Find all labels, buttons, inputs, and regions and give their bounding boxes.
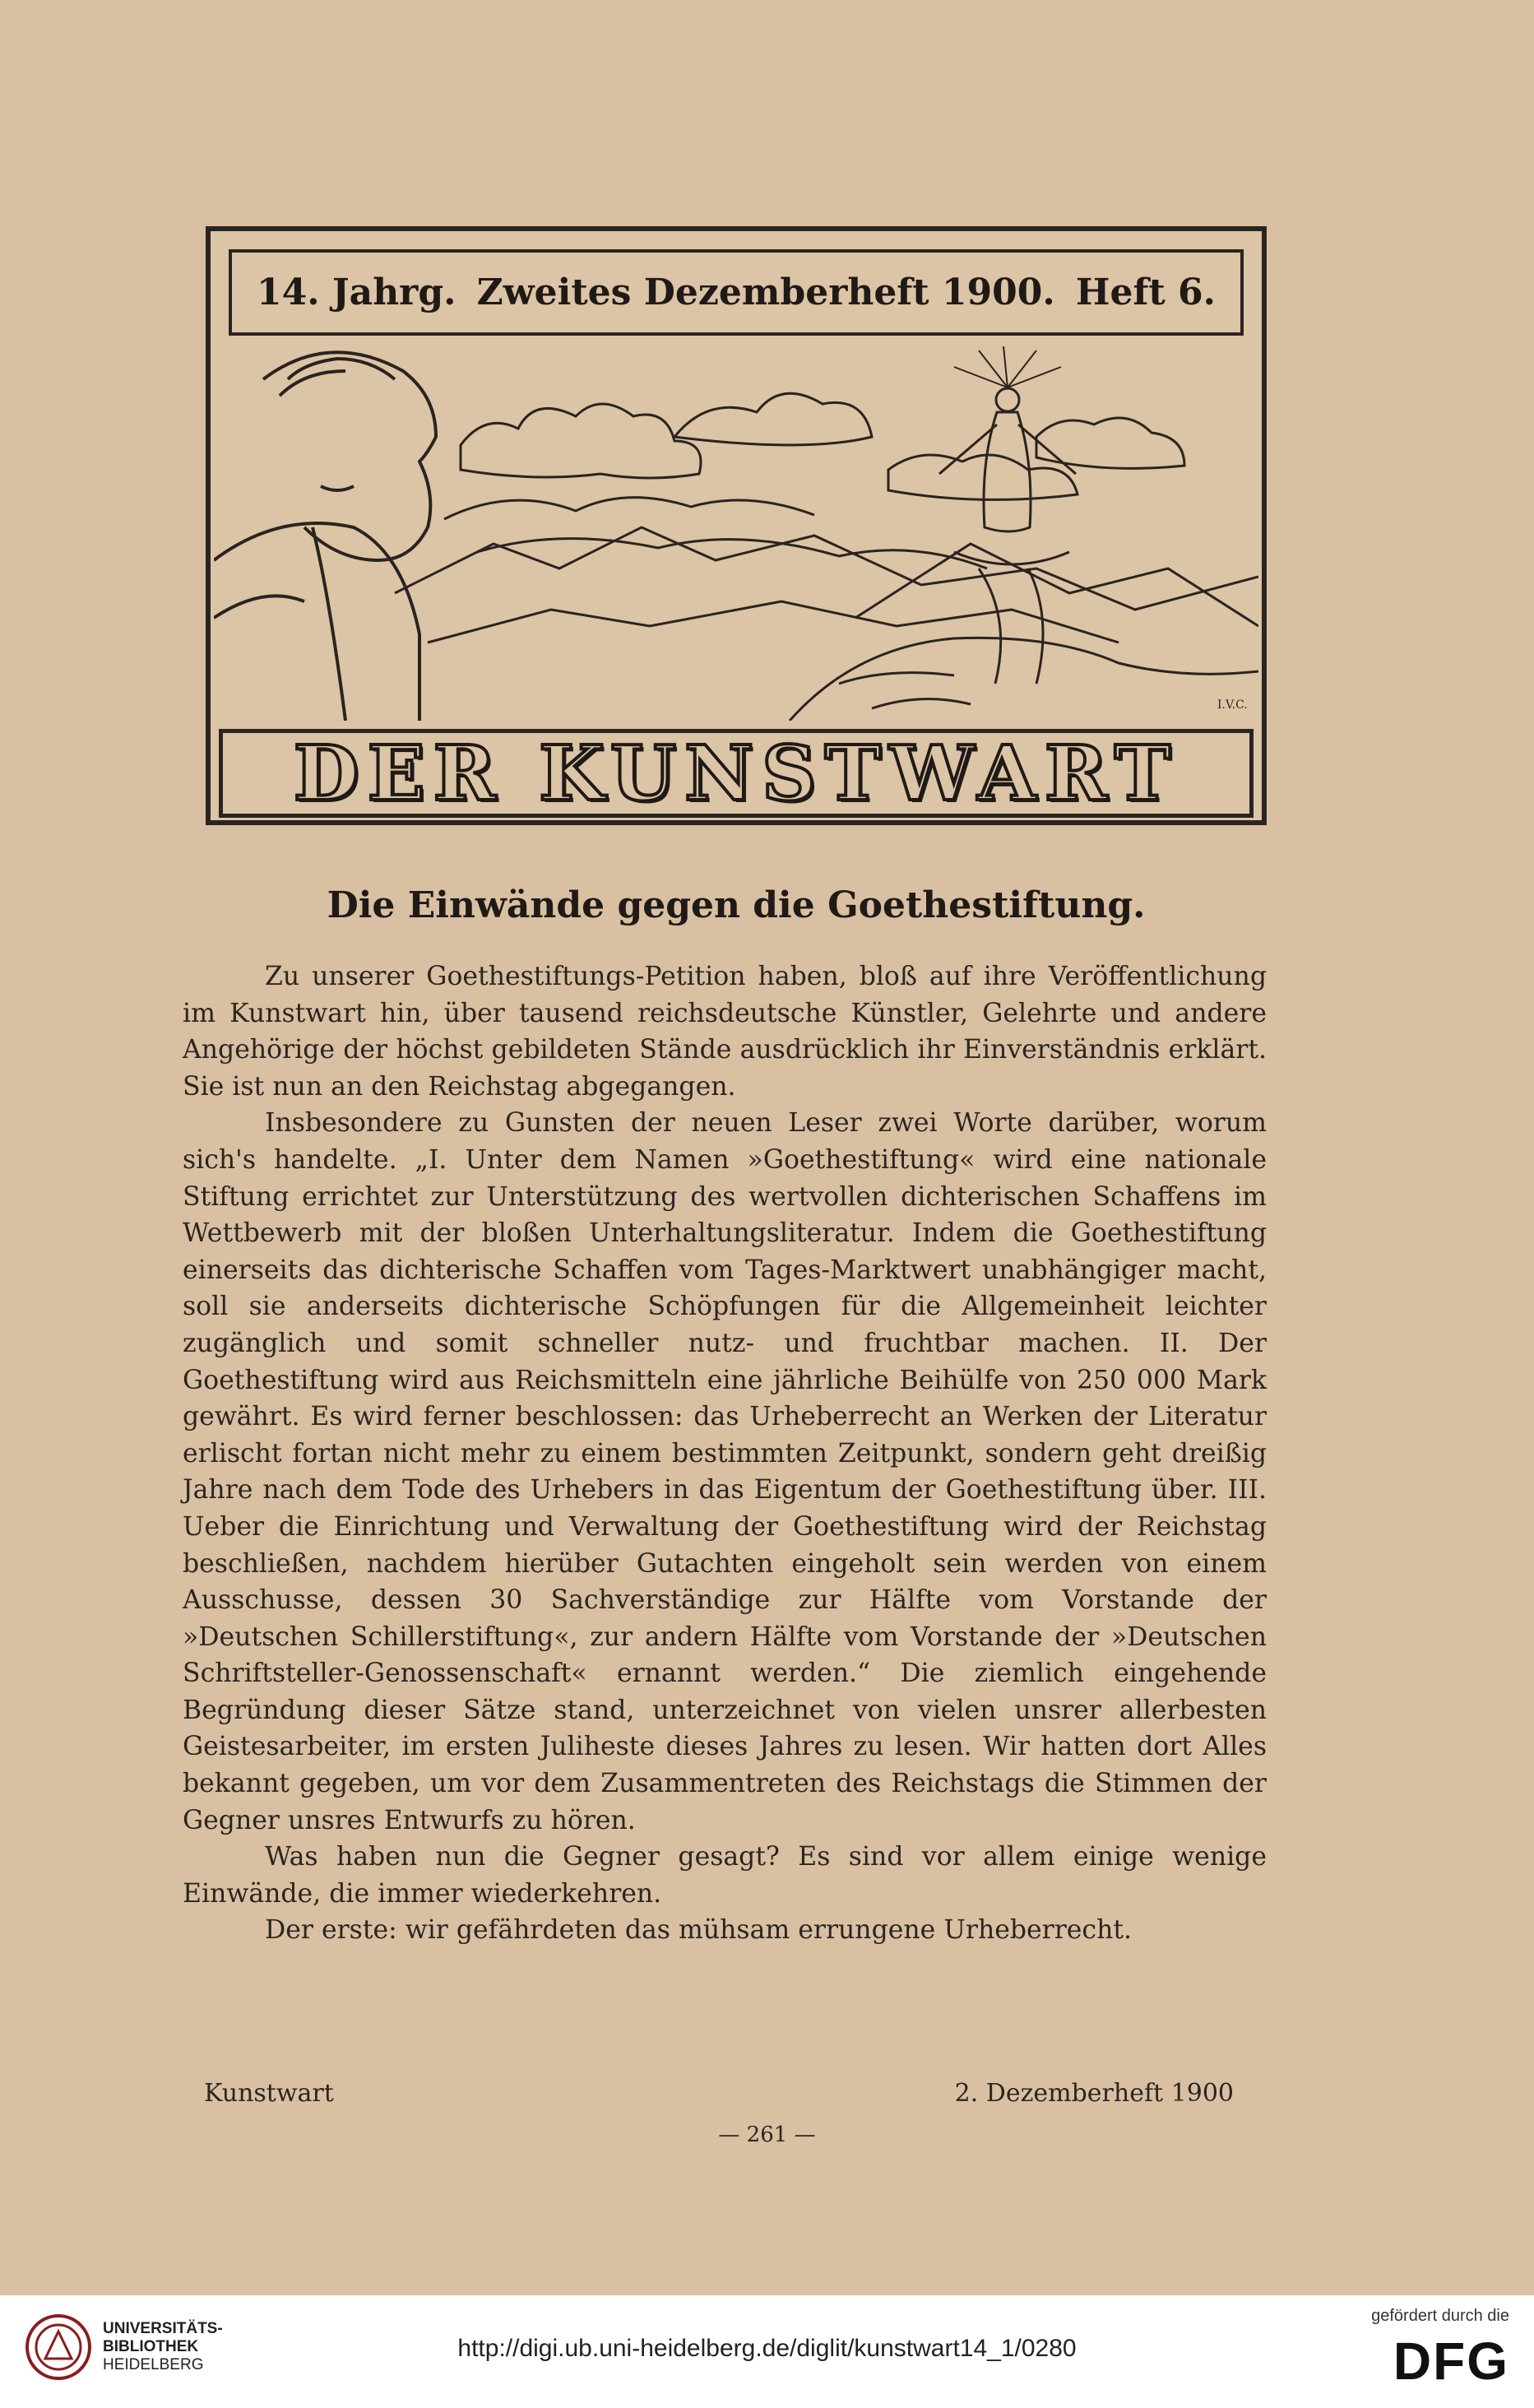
monogram: I.V.C. [1217, 698, 1248, 712]
paragraph: Zu unserer Goethestiftungs-Petition haben, bloß auf ihre Veröffentlichung im Kunstwart hin, über tausend reichsdeutsche Künstler, Gelehrte und andere Angehörige der höchst gebildeten Stände ausdrücklich ihr Einverständnis erklärt. Sie ist nun an den Reichstag abgegangen. [183, 962, 1267, 1102]
institution-line: UNIVERSITÄTS- [103, 2320, 223, 2337]
issue-title: Zweites Dezemberheft 1900. [476, 271, 1055, 313]
institution-line: BIBLIOTHEK [103, 2338, 199, 2355]
institution-line: HEIDELBERG [103, 2356, 204, 2373]
paragraph: Der erste: wir gefährdeten das mühsam errungene Urheberrecht. [265, 1915, 1133, 1946]
footer-issue: 2. Dezemberheft 1900 [954, 2079, 1234, 2108]
funding-caption: gefördert durch die [1371, 2307, 1509, 2325]
illustration-svg [214, 346, 1258, 721]
article-title: Die Einwände gegen die Goethestiftung. [327, 884, 1146, 926]
issue-bar [229, 249, 1244, 336]
digitization-strip [0, 2295, 1534, 2408]
dfg-logo: DFG [1393, 2331, 1509, 2391]
volume-label: 14. Jahrg. [257, 271, 456, 313]
source-url[interactable]: http://digi.ub.uni-heidelberg.de/diglit/kunstwart14_1/0280 [457, 2335, 1077, 2362]
masthead [206, 226, 1267, 825]
issue-number: Heft 6. [1075, 271, 1216, 313]
article-body [183, 958, 1267, 1949]
paragraph: Insbesondere zu Gunsten der neuen Leser zwei Worte darüber, worum sich's handelte. „I. Unter dem Namen »Goethestiftung« wird eine nationale Stiftung errichtet zur Unterstützung des wertvollen dichterischen Schaffens im Wettbewerb mit der bloßen Unterhaltungsliteratur. Indem die Goethestiftung einerseits das dichterische Schaffen vom Tages-Marktwert unabhängiger macht, soll sie anderseits dichterische Schöpfungen für die Allgemeinheit leichter zugänglich und somit schneller nutz- und fruchtbar machen. II. Der Goethestiftung wird aus Reichsmitteln eine jährliche Beihülfe von 250 000 Mark gewährt. Es wird ferner beschlossen: das Urheberrecht an Werken der Literatur erlischt fortan nicht mehr zu einem bestimmten Zeitpunkt, sondern geht dreißig Jahre nach dem Tode des Urhebers in das Eigentum der Goethestiftung über. III. Ueber die Einrichtung und Verwaltung der Goethestiftung wird der Reichstag beschließen, nachdem hierüber Gutachten eingeholt sein werden von einem Ausschusse, dessen 30 Sachverständige zur Hälfte vom Vorstande der »Deutschen Schillerstiftung«, zur andern Hälfte vom Vorstande der »Deutschen Schriftsteller-Genossenschaft« ernannt werden.“ Die ziemlich eingehende Begründung dieser Sätze stand, unterzeichnet von vielen unsrer allerbesten Geistesarbeiter, im ersten Juliheste dieses Jahres zu lesen. Wir hatten dort Alles bekannt gegeben, um vor dem Zusammentreten des Reichstags die Stimmen der Gegner unsres Entwurfs zu hören. [183, 1108, 1267, 1835]
banner-title: DER KUNSTWART [293, 729, 1179, 818]
footer-journal: Kunstwart [204, 2079, 334, 2108]
masthead-illustration [214, 346, 1258, 721]
masthead-banner [219, 729, 1254, 818]
page-number: — 261 — [718, 2123, 816, 2147]
paragraph: Was haben nun die Gegner gesagt? Es sind vor allem einige wenige Einwände, die immer wiederkehren. [183, 1842, 1267, 1909]
